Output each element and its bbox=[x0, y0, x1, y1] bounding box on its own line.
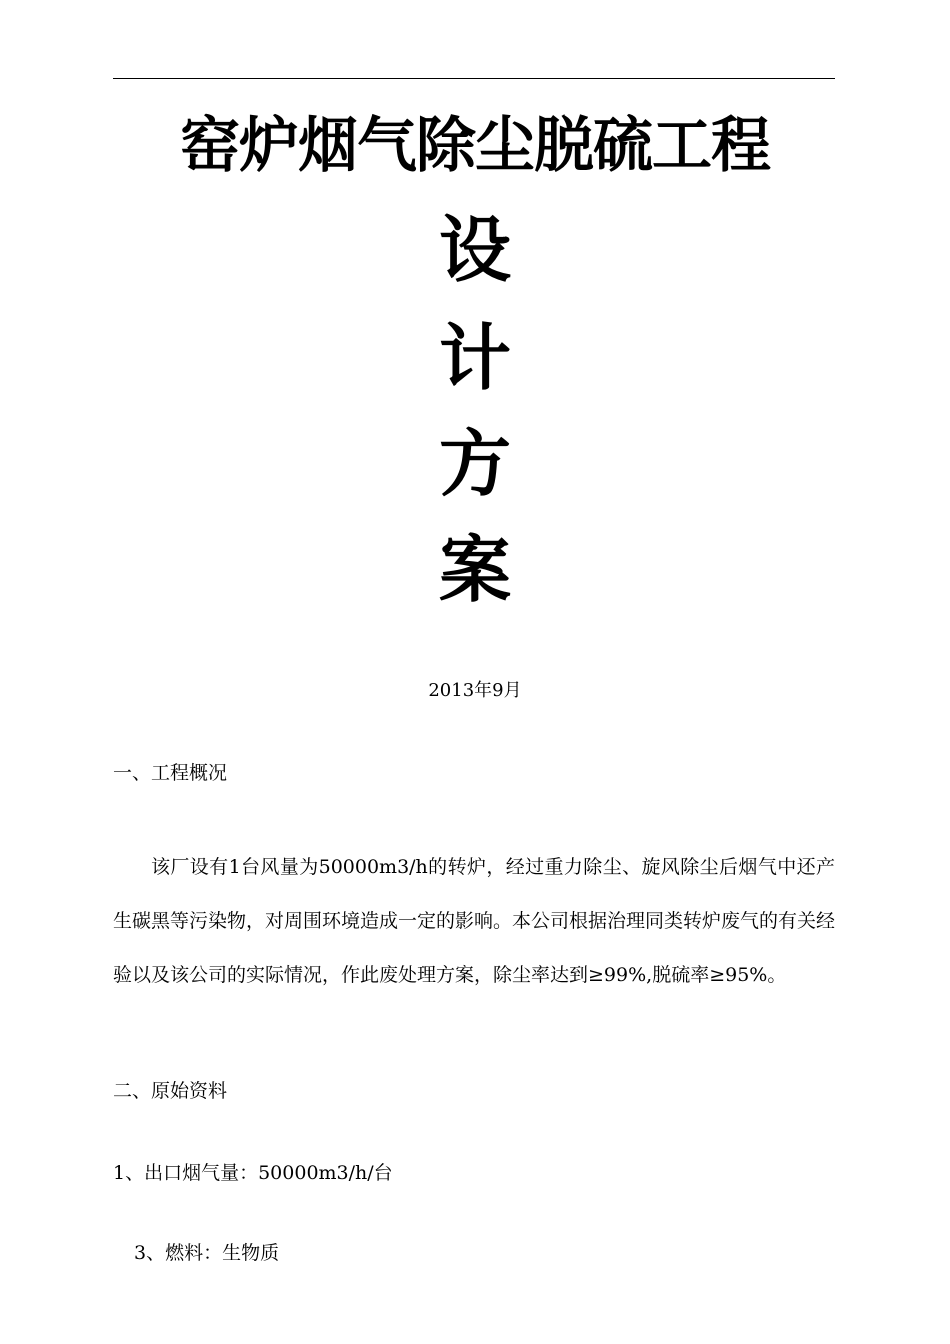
document-date: 2013年9月 bbox=[428, 680, 522, 701]
list-item-gas-volume: 1、出口烟气量：50000m3/h/台 bbox=[113, 1162, 393, 1184]
title-char-1: 设 bbox=[438, 208, 511, 292]
title-char-3: 方 bbox=[438, 422, 511, 506]
section-heading-overview: 一、工程概况 bbox=[113, 762, 228, 784]
title-char-2: 计 bbox=[438, 316, 511, 400]
list-item-fuel: 3、燃料：生物质 bbox=[134, 1242, 280, 1264]
section-heading-raw-data: 二、原始资料 bbox=[113, 1080, 228, 1102]
title-char-4: 案 bbox=[438, 528, 511, 612]
document-title: 窑炉烟气除尘脱硫工程 bbox=[180, 111, 770, 181]
header-rule bbox=[113, 78, 835, 79]
overview-paragraph: 该厂设有1台风量为50000m3/h的转炉，经过重力除尘、旋风除尘后烟气中还产生碳黑等污染物，对周围环境造成一定的影响。本公司根据治理同类转炉废气的有关经验以及该公司的实际情况，作此废处理方案，除尘率达到≥99%,脱硫率≥95%。 bbox=[113, 856, 836, 986]
